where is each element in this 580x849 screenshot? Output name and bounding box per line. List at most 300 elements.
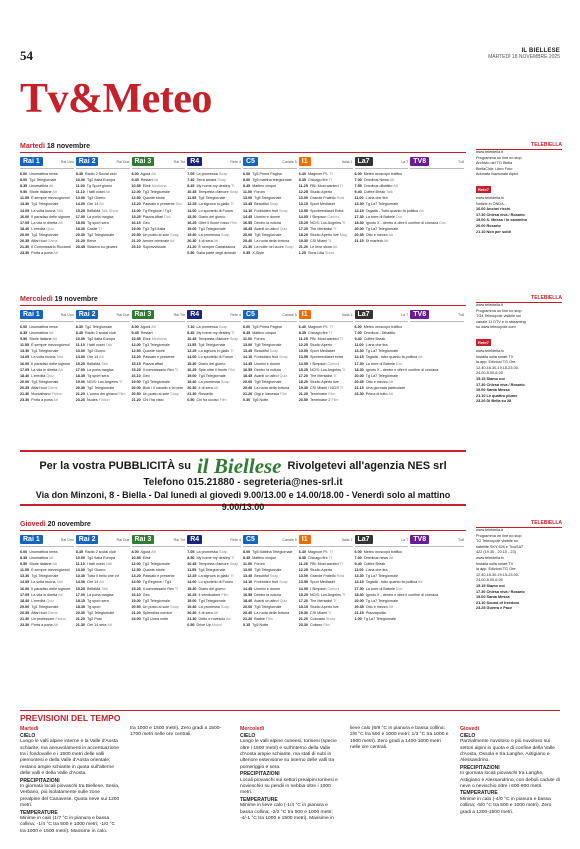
program-title: Un posto al sole xyxy=(142,392,170,397)
program-genre: Tf xyxy=(341,592,346,597)
program-time: 18.45 xyxy=(243,373,253,378)
program-title: Passato e presente xyxy=(142,355,175,360)
program-time: 7.10 xyxy=(187,325,195,329)
program-time: 6.00 xyxy=(243,172,251,176)
weather-column xyxy=(350,726,450,835)
program-title: Studio Aperto xyxy=(310,190,333,195)
program-genre: Doc xyxy=(164,214,171,219)
program-listing xyxy=(132,586,186,592)
program-time: 20.00 xyxy=(20,379,30,384)
program-time: 13.00 xyxy=(75,349,85,354)
program-time: 11.00 xyxy=(75,184,85,189)
program-genre: Show xyxy=(326,617,336,622)
channel-name: Italia 1 xyxy=(341,537,353,542)
program-title: Coffee Break xyxy=(363,190,386,195)
program-time: 10.00 xyxy=(75,556,85,561)
channel-name: Rai Uno xyxy=(60,312,74,317)
program-title: Sportmediaset Extra xyxy=(310,208,344,213)
channel-header xyxy=(132,155,186,169)
program-time: 14.05 xyxy=(20,208,30,213)
program-title: Lo sportello di Forum xyxy=(198,208,234,213)
channel-column xyxy=(76,533,132,628)
channel-header xyxy=(20,308,74,322)
program-time: 15.25 xyxy=(298,220,308,225)
sidebar-line: Programma on line no stop xyxy=(476,155,522,160)
program-title: La promessa xyxy=(198,232,220,237)
program-title: Radio 2 social club xyxy=(84,331,116,336)
program-time: 8.50 xyxy=(187,556,195,561)
program-time: 18.35 xyxy=(75,604,85,609)
program-title: Tg1 Telegiornale xyxy=(31,232,59,237)
program-genre: Att xyxy=(48,331,54,336)
weather-section-head: TEMPERATURE xyxy=(240,796,278,803)
program-time: 8.00 xyxy=(131,325,139,329)
program-time: 12.50 xyxy=(131,349,141,354)
program-title: È sempre Cartabianca xyxy=(198,245,236,250)
program-title: Uomini e donne xyxy=(254,214,281,219)
program-genre: Att xyxy=(388,392,393,397)
program-time: 7.40 xyxy=(187,178,195,183)
program-genre: Att xyxy=(388,556,394,561)
program-genre: Tf xyxy=(174,367,179,372)
program-time: 8.00 xyxy=(131,172,139,176)
program-time: 13.45 xyxy=(243,574,253,579)
program-title: Tg5 mattina telegiornale xyxy=(252,178,292,183)
ad-lead: Per la vostra PUBBLICITÀ su xyxy=(39,460,191,472)
program-time: 1.25 xyxy=(298,251,306,256)
program-time: 11.10 xyxy=(75,190,85,195)
program-genre: Soap xyxy=(269,202,279,207)
program-time: 14.00 xyxy=(131,580,141,585)
program-title: Ignoto X - dentro e oltre il confine di cronaca xyxy=(365,592,439,597)
program-title: CSI Miami xyxy=(310,610,328,615)
channel-grid xyxy=(20,155,466,256)
program-time: 10.55 xyxy=(131,184,141,189)
program-time: 11.00 xyxy=(243,562,253,567)
program-time: 13.30 xyxy=(354,574,364,579)
sidebar-line: 17.30 Chiesa viva / Rosario xyxy=(476,589,525,594)
program-time: 15.30 xyxy=(187,361,197,366)
program-genre: Att xyxy=(58,592,63,597)
program-genre: Att xyxy=(53,398,58,403)
day-weekday: Martedì xyxy=(20,143,45,150)
sidebar-line: www.telebiella.it xyxy=(476,528,504,532)
sidebar-logo: Rete7 xyxy=(478,339,489,345)
program-genre: Fiction xyxy=(51,392,63,397)
program-time: 21.20 xyxy=(298,617,308,622)
program-genre: Talk xyxy=(56,208,63,213)
day-weekday: Giovedì xyxy=(20,521,46,528)
program-time: 17.30 xyxy=(354,214,364,219)
program-time: 13.30 xyxy=(75,574,85,579)
sidebar-line: Archivio del TG Biella xyxy=(476,161,513,166)
weather-section-head: PRECIPITAZIONI xyxy=(460,764,500,771)
program-title: Beautiful xyxy=(254,574,269,579)
program-time: 13.20 xyxy=(131,202,141,207)
sidebar-line: su www.telecupole.com xyxy=(476,325,516,330)
program-time: 18.30 xyxy=(354,367,364,372)
program-time: 15.25 xyxy=(131,214,141,219)
program-title: The Mentalist xyxy=(309,226,333,231)
program-title: Oltre il fiume rosso xyxy=(198,220,230,225)
program-genre: Att xyxy=(99,202,104,207)
program-time: 16.00 xyxy=(20,586,30,591)
program-title: Belve xyxy=(87,239,97,244)
program-genre: Soap xyxy=(279,355,288,360)
program-time: 8.00 xyxy=(20,178,28,183)
program-listing xyxy=(299,397,353,403)
program-time: 13.00 xyxy=(243,568,253,573)
ad-contacts: Telefono 015.21880 - segreteria@nes-srl.it xyxy=(143,477,343,488)
program-time: 13.45 xyxy=(243,349,253,354)
program-genre: Soap xyxy=(269,349,279,354)
day-title xyxy=(20,142,466,152)
program-time: 18.40 xyxy=(20,598,30,603)
program-time: 9.50 xyxy=(20,562,28,567)
program-genre: Doc xyxy=(395,214,403,219)
program-time: 0.35 xyxy=(243,251,251,256)
program-time: 14.15 xyxy=(354,355,364,360)
sidebar-line: 24.00-5.00-6.00 xyxy=(476,371,503,376)
weather-section-head: PRECIPITAZIONI xyxy=(240,771,280,778)
program-time: 6.00 xyxy=(20,550,28,554)
program-title: Sons Lilla xyxy=(307,251,324,256)
program-title: Uomini e donne xyxy=(254,361,281,366)
channel-logo: TV8 xyxy=(410,157,429,166)
program-time: 16.55 xyxy=(243,220,253,225)
program-time: 11.55 xyxy=(20,568,30,573)
program-title: Il paradiso delle signore xyxy=(31,361,71,366)
program-genre: Att xyxy=(151,325,156,329)
program-time: 20.00 xyxy=(354,373,364,378)
program-title: Tg2 Telegiornale xyxy=(86,385,115,390)
program-time: 17.05 xyxy=(20,220,30,225)
program-time: 8.00 xyxy=(131,550,139,554)
channel-column xyxy=(76,155,132,256)
channel-column xyxy=(132,533,188,628)
program-title: Tg3 Tg3 Italia xyxy=(142,226,166,231)
channel-header xyxy=(132,308,186,322)
program-title: The Mentalist xyxy=(309,598,333,603)
program-genre: Soap xyxy=(170,232,179,237)
program-time: 15.25 xyxy=(131,367,141,372)
program-genre: Att xyxy=(58,367,63,372)
program-genre: Doc xyxy=(175,202,183,207)
program-title: Tg4 Telegiornale xyxy=(198,373,226,378)
sidebar-box xyxy=(476,520,562,612)
program-genre: Quiz xyxy=(46,598,54,603)
program-genre: Tf xyxy=(118,379,123,384)
program-title: Radio 2 Social club xyxy=(84,172,117,176)
program-time: 0.30 xyxy=(243,398,251,403)
program-title: 4 di sera xyxy=(198,385,213,390)
program-title: FBI: Most wanted xyxy=(309,184,339,189)
sidebar-line: 21.10 Non per soldi xyxy=(476,229,511,234)
program-time: 6.40 xyxy=(298,550,306,554)
program-title: Tg La7 Telegiornale xyxy=(365,226,399,231)
weather-day: Martedì xyxy=(20,726,39,732)
program-time: 8.35 xyxy=(20,331,28,336)
channel-header xyxy=(299,533,353,547)
program-genre: Att xyxy=(48,556,54,561)
program-time: 20.00 xyxy=(243,379,253,384)
channel-header xyxy=(187,308,241,322)
channel-column xyxy=(243,308,299,403)
program-genre: Film xyxy=(280,392,287,397)
program-title: Barbie xyxy=(254,617,265,622)
channel-grid xyxy=(20,533,466,628)
program-listing xyxy=(187,250,241,256)
sidebar-line: BiellaClub: Libro Foto xyxy=(476,166,513,171)
program-time: 16.25 xyxy=(187,592,197,597)
program-listing xyxy=(132,201,186,207)
program-time: 15.30 xyxy=(187,214,197,219)
channel-column xyxy=(299,155,355,256)
program-genre: Att xyxy=(213,385,219,390)
program-title: Tg4 Telegiornale xyxy=(198,598,226,603)
program-listing xyxy=(299,622,353,628)
program-listing xyxy=(187,367,241,373)
program-title: La signora in giallo xyxy=(198,349,230,354)
program-time: 14.10 xyxy=(243,355,253,360)
program-time: 8.45 xyxy=(75,550,83,554)
channel-name: La 7 xyxy=(401,159,409,164)
sidebar-line: Programma on line no stop xyxy=(476,308,522,313)
program-title: Tg La7 Telegiornale xyxy=(365,202,399,207)
program-title: Meteo oroscopo traffico xyxy=(363,172,403,176)
program-title: Otto e mezzo xyxy=(365,604,388,609)
program-title: Chi l'ha visto xyxy=(142,398,164,403)
program-title: L'aria che tira xyxy=(365,196,388,201)
program-title: Prima di tutto xyxy=(365,392,388,397)
program-time: 8.35 xyxy=(20,184,28,189)
channel-logo: Rai 3 xyxy=(132,535,155,544)
program-time: 20.30 xyxy=(75,610,85,615)
program-time: 11.55 xyxy=(187,196,197,201)
weather-text: Parzialmente nuvoloso o più nuvoloso sui settori alpini in quota e di confine della Valle d'Aosta, Ossola e tra Langhe, Astigiano e Alessandrino. xyxy=(460,739,555,764)
program-genre: Tf xyxy=(328,556,332,561)
program-time: 21.30 xyxy=(20,392,30,397)
program-title: Beautiful xyxy=(254,349,269,354)
program-title: Meteo oroscopo traffico xyxy=(363,550,403,554)
program-title: Tg5 Notte xyxy=(252,623,269,628)
weather-columns xyxy=(20,726,560,835)
program-title: Tg4 Telegiornale xyxy=(198,568,226,573)
program-time: 11.00 xyxy=(243,190,253,195)
day-weekday: Mercoledì xyxy=(20,296,53,303)
program-title: Porta a porta xyxy=(31,251,53,256)
program-genre: Talk xyxy=(56,355,63,360)
ad-address: Via don Minzoni, 8 - Biella - Dal lunedì al giovedì 9.00/13.00 e 14.00/18.00 - Venerdì solo al mattino 9.00/13.00 xyxy=(35,490,451,512)
program-time: 20.40 xyxy=(243,610,253,615)
program-title: Tg2 Telegiornale xyxy=(86,610,115,615)
program-listing xyxy=(20,397,74,403)
program-title: Agorà xyxy=(140,172,151,176)
program-title: La notte nel cuore xyxy=(254,245,284,250)
program-title: Tagadà - tutto quanto fa politica xyxy=(365,580,418,585)
program-title: NCIS: Los Angeles xyxy=(87,379,118,384)
channel-column xyxy=(76,308,132,403)
program-time: 14.15 xyxy=(354,208,364,213)
program-title: Porta a porta xyxy=(31,623,53,628)
program-genre: Talk xyxy=(56,580,63,585)
program-listing xyxy=(355,586,409,592)
program-genre: Tf xyxy=(333,373,337,378)
program-time: 20.40 xyxy=(243,385,253,390)
channel-logo: Rai 1 xyxy=(20,535,43,544)
program-title: Unomattina news xyxy=(29,325,58,329)
program-title: Tg3 Linea notte xyxy=(142,617,169,622)
program-title: Tagadà - Tutto quanto fa politica xyxy=(365,208,419,213)
program-time: 12.00 xyxy=(131,343,141,348)
program-time: 8.00 xyxy=(243,550,251,554)
advertisement-banner xyxy=(20,450,466,512)
program-title: Elisir xyxy=(142,556,151,561)
program-time: 19.00 xyxy=(131,226,141,231)
sidebar-line: 17.30 Chiesa viva / Rosario xyxy=(476,212,525,217)
program-time: 13.00 xyxy=(298,574,308,579)
program-time: 23.30 xyxy=(20,623,30,628)
program-time: 6.00 xyxy=(354,172,362,176)
program-title: Tg2 Italia Europa xyxy=(86,556,116,561)
program-title: NCIS: Los Angeles xyxy=(310,220,341,225)
program-time: 11.55 xyxy=(20,343,30,348)
program-time: 11.00 xyxy=(354,568,364,573)
program-title: Tg5 Telegiornale xyxy=(254,568,282,573)
program-title: Colorado xyxy=(310,617,325,622)
program-title: Magnum P.I. xyxy=(307,550,329,554)
sidebar-line: www.telebiella.it xyxy=(476,150,504,154)
program-title: La ruota della fortuna xyxy=(254,385,290,390)
program-title: La torre di Babele xyxy=(365,361,395,366)
program-title: La ruota della fortuna xyxy=(254,239,290,244)
program-genre: Soap xyxy=(218,325,228,329)
weather-text: Minime in lieve calo (-1/4 °C in pianura e bassa collina; -2/2 °C tra 500 e 1000 metri; -4/-1 °C tra 1000 e 1500 metri). Massime in xyxy=(240,803,334,822)
program-time: 19.40 xyxy=(187,232,197,237)
program-listing xyxy=(355,361,409,367)
program-time: 19.00 xyxy=(131,598,141,603)
program-time: 18.15 xyxy=(75,598,85,603)
program-time: 13.45 xyxy=(243,202,253,207)
program-time: 21.15 xyxy=(354,385,364,390)
channel-column xyxy=(299,533,355,628)
program-time: 9.50 xyxy=(20,190,28,195)
program-genre: Quiz xyxy=(279,226,288,231)
program-time: 17.30 xyxy=(354,586,364,591)
program-genre: Doc xyxy=(395,586,403,591)
program-time: 17.00 xyxy=(75,592,85,597)
program-time: 17.05 xyxy=(20,592,30,597)
program-genre: Tf xyxy=(98,226,102,231)
program-title: Uomini e donne xyxy=(254,586,281,591)
program-title: Tg sport sera xyxy=(86,598,109,603)
program-title: Tg La7 Telegiornale xyxy=(365,574,399,579)
program-title: I Simpson xyxy=(310,214,327,219)
program-time: 20.30 xyxy=(187,610,197,615)
program-genre: Tf xyxy=(230,574,234,579)
program-time: 13.00 xyxy=(298,349,308,354)
program-genre: Film xyxy=(230,220,238,225)
program-listing xyxy=(354,220,446,226)
program-time: 18.40 xyxy=(20,373,30,378)
program-time: 23.30 xyxy=(298,623,308,628)
program-genre: Tf xyxy=(328,610,332,615)
program-title: Tg5 Telegiornale xyxy=(254,379,282,384)
program-genre: Doc xyxy=(395,361,403,366)
program-title: Ore 14 xyxy=(87,355,99,360)
program-time: 21.30 xyxy=(187,392,197,397)
program-title: FBI: Most wanted xyxy=(309,562,339,567)
weather-text: Minime in calo (1/7 °C in pianura e bassa collina; -1/4 °C tra 500 e 1000 metri; -1/0 °C tra 1000 e 1500 metri). Massime in calo. xyxy=(20,816,115,834)
channel-header xyxy=(187,155,241,169)
program-time: 14.00 xyxy=(75,580,85,585)
program-time: 21.20 xyxy=(75,239,85,244)
weather-column xyxy=(240,726,340,835)
program-time: 9.40 xyxy=(354,190,362,195)
program-title: Elisir xyxy=(142,184,151,189)
program-time: 20.30 xyxy=(75,385,85,390)
program-title: Studio Aperto xyxy=(310,568,333,573)
program-genre: Tf xyxy=(333,226,337,231)
program-title: Quante storie xyxy=(142,568,165,573)
program-title: Tg La7 Telegiornale xyxy=(363,617,396,622)
program-genre: Att xyxy=(53,251,58,256)
program-genre: Cartoni xyxy=(327,214,340,219)
program-title: Ore 14 xyxy=(87,202,99,207)
program-title: Castle xyxy=(87,226,98,231)
program-title: Terminator xyxy=(309,392,328,397)
program-title: La torre di Babele xyxy=(365,586,395,591)
program-time: 20.35 xyxy=(20,239,30,244)
channel-column xyxy=(187,155,243,256)
program-time: 8.35 xyxy=(298,331,306,336)
program-genre: Talk Show xyxy=(101,208,119,213)
program-title: 4 di sera xyxy=(198,610,213,615)
program-title: Elisir xyxy=(142,337,151,342)
channel-logo: La7 xyxy=(355,157,373,166)
program-time: 10.00 xyxy=(75,337,85,342)
program-genre: Quiz xyxy=(279,598,288,603)
program-title: Forum xyxy=(254,562,265,567)
program-title: Sopravvissute xyxy=(142,245,166,250)
program-time: 10.55 xyxy=(131,556,141,561)
program-genre: Soap xyxy=(170,392,179,397)
program-title: Chicago fire xyxy=(307,331,328,336)
program-title: Ignoto X - dentro a oltre il confine di cronaca xyxy=(365,220,439,225)
sidebar-line: www.telebiella.tv xyxy=(476,555,505,560)
program-genre: Att xyxy=(419,208,424,213)
program-title: Tg La7 Telegiornale xyxy=(365,598,399,603)
program-time: 16.00 xyxy=(20,214,30,219)
program-time: 11.00 xyxy=(354,343,364,348)
program-listing xyxy=(243,397,297,403)
program-title: Il Commissario Ricciardi xyxy=(31,245,71,250)
program-time: 18.05 xyxy=(75,220,85,225)
program-genre: Talk xyxy=(386,190,393,195)
channel-header xyxy=(355,308,409,322)
program-title: Il paradiso delle signore xyxy=(31,214,71,219)
program-genre: Soap xyxy=(279,580,288,585)
program-title: Tg sport sera xyxy=(86,373,109,378)
program-title: The Mentalist xyxy=(309,373,333,378)
program-time: 11.55 xyxy=(20,196,30,201)
program-time: 19.00 xyxy=(75,379,85,384)
program-title: Studio Aperto live xyxy=(310,232,339,237)
program-title: Stasera su giovani xyxy=(87,245,118,250)
program-title: Tempesta d'amore xyxy=(198,562,229,567)
program-title: Nudes xyxy=(87,398,98,403)
program-genre: Tf xyxy=(329,172,333,176)
